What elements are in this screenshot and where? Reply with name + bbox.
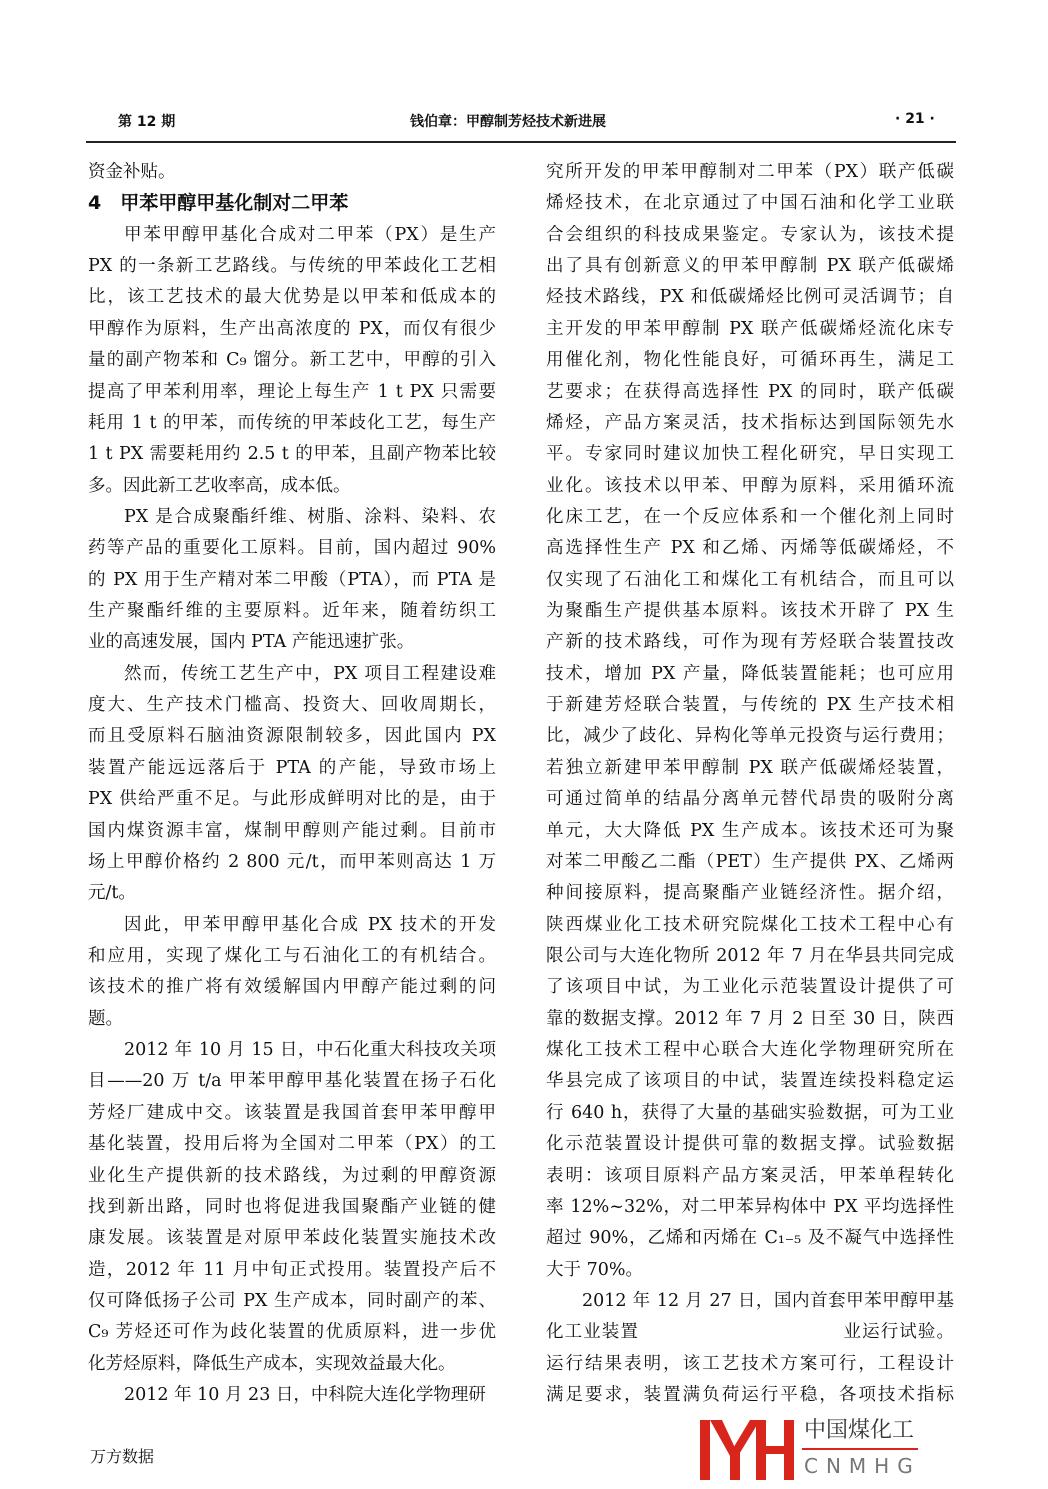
text-line: 化示范装置设计提供可靠的数据支撑。试验数据 bbox=[546, 1134, 954, 1155]
text-line: 率 12%~32%，对二甲苯异构体中 PX 平均选择性 bbox=[546, 1196, 954, 1217]
text-line: 提高了甲苯利用率，理论上每生产 1 t PX 只需要 bbox=[88, 381, 496, 402]
text-line: 技术，增加 PX 产量，降低装置能耗；也可应用 bbox=[546, 663, 954, 684]
text-line: 题。 bbox=[88, 1008, 123, 1029]
text-line: 若独立新建甲苯甲醇制 PX 联产低碳烯烃装置， bbox=[546, 757, 954, 778]
text-line: 耗用 1 t 的甲苯，而传统的甲苯歧化工艺，每生产 bbox=[88, 412, 496, 433]
text-line: 于新建芳烃联合装置，与传统的 PX 生产技术相 bbox=[546, 695, 954, 716]
text-line: 甲醇作为原料，生产出高浓度的 PX，而仅有很少 bbox=[88, 318, 496, 339]
text-line: 芳烃厂建成中交。该装置是我国首套甲苯甲醇甲 bbox=[88, 1102, 496, 1123]
text-line: 量的副产物苯和 C₉ 馏分。新工艺中，甲醇的引入 bbox=[88, 350, 496, 371]
text-line: 限公司与大连化物所 2012 年 7 月在华县共同完成 bbox=[546, 945, 954, 966]
text-line: 的 PX 用于生产精对苯二甲酸（PTA），而 PTA 是 bbox=[88, 569, 496, 590]
text-line: 元/t。 bbox=[88, 883, 136, 904]
watermark-en-text: CNMHG bbox=[804, 1454, 921, 1478]
text-line: 为聚酯生产提供基本原料。该技术开辟了 PX 生 bbox=[546, 601, 954, 622]
text-line: 造，2012 年 11 月中旬正式投用。装置投产后不 bbox=[88, 1259, 496, 1280]
text-line: 装置产能远远落后于 PTA 的产能，导致市场上 bbox=[88, 757, 496, 778]
text-line: 陕西煤业化工技术研究院煤化工技术工程中心有 bbox=[546, 914, 954, 935]
text-line: 合会组织的科技成果鉴定。专家认为，该技术提 bbox=[546, 224, 954, 245]
text-line: 然而，传统工艺生产中，PX 项目工程建设难 bbox=[124, 663, 496, 684]
text-line: 因此，甲苯甲醇甲基化合成 PX 技术的开发 bbox=[124, 914, 496, 935]
text-line: 场上甲醇价格约 2 800 元/t，而甲苯则高达 1 万 bbox=[88, 851, 496, 872]
text-line: 用催化剂，物化性能良好，可循环再生，满足工 bbox=[546, 350, 954, 371]
text-line: 生产聚酯纤维的主要原料。近年来，随着纺织工 bbox=[88, 601, 496, 622]
text-line: 和应用，实现了煤化工与石油化工的有机结合。 bbox=[88, 945, 496, 966]
text-line: 运行结果表明，该工艺技术方案可行，工程设计 bbox=[546, 1353, 954, 1374]
text-line: 产新的技术路线，可作为现有芳烃联合装置技改 bbox=[546, 632, 954, 653]
text-line: 满足要求，装置满负荷运行平稳，各项技术指标 bbox=[546, 1385, 954, 1406]
text-line: 多。因此新工艺收率高，成本低。 bbox=[88, 475, 351, 496]
text-line: 靠的数据支撑。2012 年 7 月 2 日至 30 日，陕西 bbox=[546, 1008, 954, 1029]
text-line: 该技术的推广将有效缓解国内甲醇产能过剩的问 bbox=[88, 977, 496, 998]
text-line: 对苯二甲酸乙二酯（PET）生产提供 PX、乙烯两 bbox=[546, 851, 954, 872]
text-line: 资金补贴。 bbox=[88, 162, 176, 182]
text-line: 目——20 万 t/a 甲苯甲醇甲基化装置在扬子石化 bbox=[88, 1071, 496, 1092]
text-line: 药等产品的重要化工原料。目前，国内超过 90% bbox=[88, 538, 496, 559]
text-line: 表明：该项目原料产品方案灵活，甲苯单程转化 bbox=[546, 1165, 954, 1186]
text-line: 找到新出路，同时也将促进我国聚酯产业链的健 bbox=[88, 1196, 496, 1217]
text-line: 化芳烃原料，降低生产成本，实现效益最大化。 bbox=[88, 1353, 456, 1374]
running-title: 钱伯章：甲醇制芳烃技术新进展 bbox=[410, 114, 606, 130]
text-line: 业的高速发展，国内 PTA 产能迅速扩张。 bbox=[88, 632, 415, 653]
text-line: 华县完成了该项目的中试，装置连续投料稳定运 bbox=[546, 1071, 954, 1092]
text-line: 烃技术路线，PX 和低碳烯烃比例可灵活调节；自 bbox=[546, 287, 954, 308]
text-line: 烯烃技术，在北京通过了中国石油和化学工业联 bbox=[546, 193, 954, 214]
text-line: 2012 年 10 月 23 日，中科院大连化学物理研 bbox=[124, 1385, 486, 1406]
text-line: 可通过简单的结晶分离单元替代昂贵的吸附分离 bbox=[546, 789, 954, 810]
text-line: 2012 年 12 月 27 日，国内首套甲苯甲醇甲基 bbox=[582, 1290, 954, 1311]
text-line: 国内煤资源丰富，煤制甲醇则产能过剩。目前市 bbox=[88, 820, 496, 841]
journal-issue: 第 12 期 bbox=[118, 114, 176, 130]
text-line: C₉ 芳烃还可作为歧化装置的优质原料，进一步优 bbox=[88, 1322, 496, 1343]
right-column bbox=[546, 157, 954, 1411]
text-line: PX 是合成聚酯纤维、树脂、涂料、染料、农 bbox=[124, 506, 496, 527]
text-line: 仅实现了石油化工和煤化工有机结合，而且可以 bbox=[546, 569, 954, 590]
text-line: 比，减少了歧化、异构化等单元投资与运行费用； bbox=[546, 726, 954, 747]
text-line: 度大、生产技术门槛高、投资大、回收周期长， bbox=[88, 695, 496, 716]
text-line: 比，该工艺技术的最大优势是以甲苯和低成本的 bbox=[88, 287, 496, 308]
text-line: 出了具有创新意义的甲苯甲醇制 PX 联产低碳烯 bbox=[546, 256, 954, 277]
text-line: 1 t PX 需要耗用约 2.5 t 的甲苯，且副产物苯比较 bbox=[88, 444, 496, 465]
text-line: 化床工艺，在一个反应体系和一个催化剂上同时 bbox=[546, 506, 954, 527]
text-line: 种间接原料，提高聚酯产业链经济性。据介绍， bbox=[546, 883, 954, 904]
text-line: 甲苯甲醇甲基化合成对二甲苯（PX）是生产 bbox=[124, 224, 496, 245]
text-line: 主开发的甲苯甲醇制 PX 联产低碳烯烃流化床专 bbox=[546, 318, 954, 339]
watermark-cn-text: 中国煤化工 bbox=[804, 1418, 915, 1443]
watermark-divider bbox=[802, 1448, 918, 1450]
left-column bbox=[88, 157, 496, 1411]
text-line: 超过 90%，乙烯和丙烯在 C₁₋₅ 及不凝气中选择性 bbox=[546, 1228, 954, 1249]
page-number: · 21 · bbox=[895, 111, 935, 127]
text-line: 业化。该技术以甲苯、甲醇为原料，采用循环流 bbox=[546, 475, 954, 496]
text-line: 艺要求；在获得高选择性 PX 的同时，联产低碳 bbox=[546, 381, 954, 402]
text-line: 煤化工技术工程中心联合大连化学物理研究所在 bbox=[546, 1040, 954, 1061]
text-line: 2012 年 10 月 15 日，中石化重大科技攻关项 bbox=[124, 1040, 496, 1061]
text-line: 化工业装置 业运行试验。 bbox=[546, 1322, 954, 1343]
header-rule bbox=[86, 141, 956, 143]
text-line: 单元，大大降低 PX 生产成本。该技术还可为聚 bbox=[546, 820, 954, 841]
text-line: 烯烃，产品方案灵活，技术指标达到国际领先水 bbox=[546, 412, 954, 433]
text-line: 业化生产提供新的技术路线，为过剩的甲醇资源 bbox=[88, 1165, 496, 1186]
text-line: 仅可降低扬子公司 PX 生产成本，同时副产的苯、 bbox=[88, 1290, 496, 1311]
text-line: PX 的一条新工艺路线。与传统的甲苯歧化工艺相 bbox=[88, 256, 496, 277]
section-heading: 4 甲苯甲醇甲基化制对二甲苯 bbox=[88, 192, 349, 215]
watermark-logo bbox=[700, 1416, 930, 1482]
text-line: 而且受原料石脑油资源限制较多，因此国内 PX bbox=[88, 726, 496, 747]
text-line: 康发展。该装置是对原甲苯歧化装置实施技术改 bbox=[88, 1228, 496, 1249]
yh-logo-icon bbox=[700, 1416, 796, 1482]
text-line: 大于 70%。 bbox=[546, 1259, 643, 1280]
text-line: 基化装置，投用后将为全国对二甲苯（PX）的工 bbox=[88, 1134, 496, 1155]
text-line: 究所开发的甲苯甲醇制对二甲苯（PX）联产低碳 bbox=[546, 162, 954, 182]
text-line: 平。专家同时建议加快工程化研究，早日实现工 bbox=[546, 444, 954, 465]
footer-source: 万方数据 bbox=[90, 1447, 155, 1466]
text-line: 了该项目中试，为工业化示范装置设计提供了可 bbox=[546, 977, 954, 998]
text-line: 行 640 h，获得了大量的基础实验数据，可为工业 bbox=[546, 1102, 954, 1123]
text-line: 高选择性生产 PX 和乙烯、丙烯等低碳烯烃，不 bbox=[546, 538, 954, 559]
text-line: PX 供给严重不足。与此形成鲜明对比的是，由于 bbox=[88, 789, 496, 810]
